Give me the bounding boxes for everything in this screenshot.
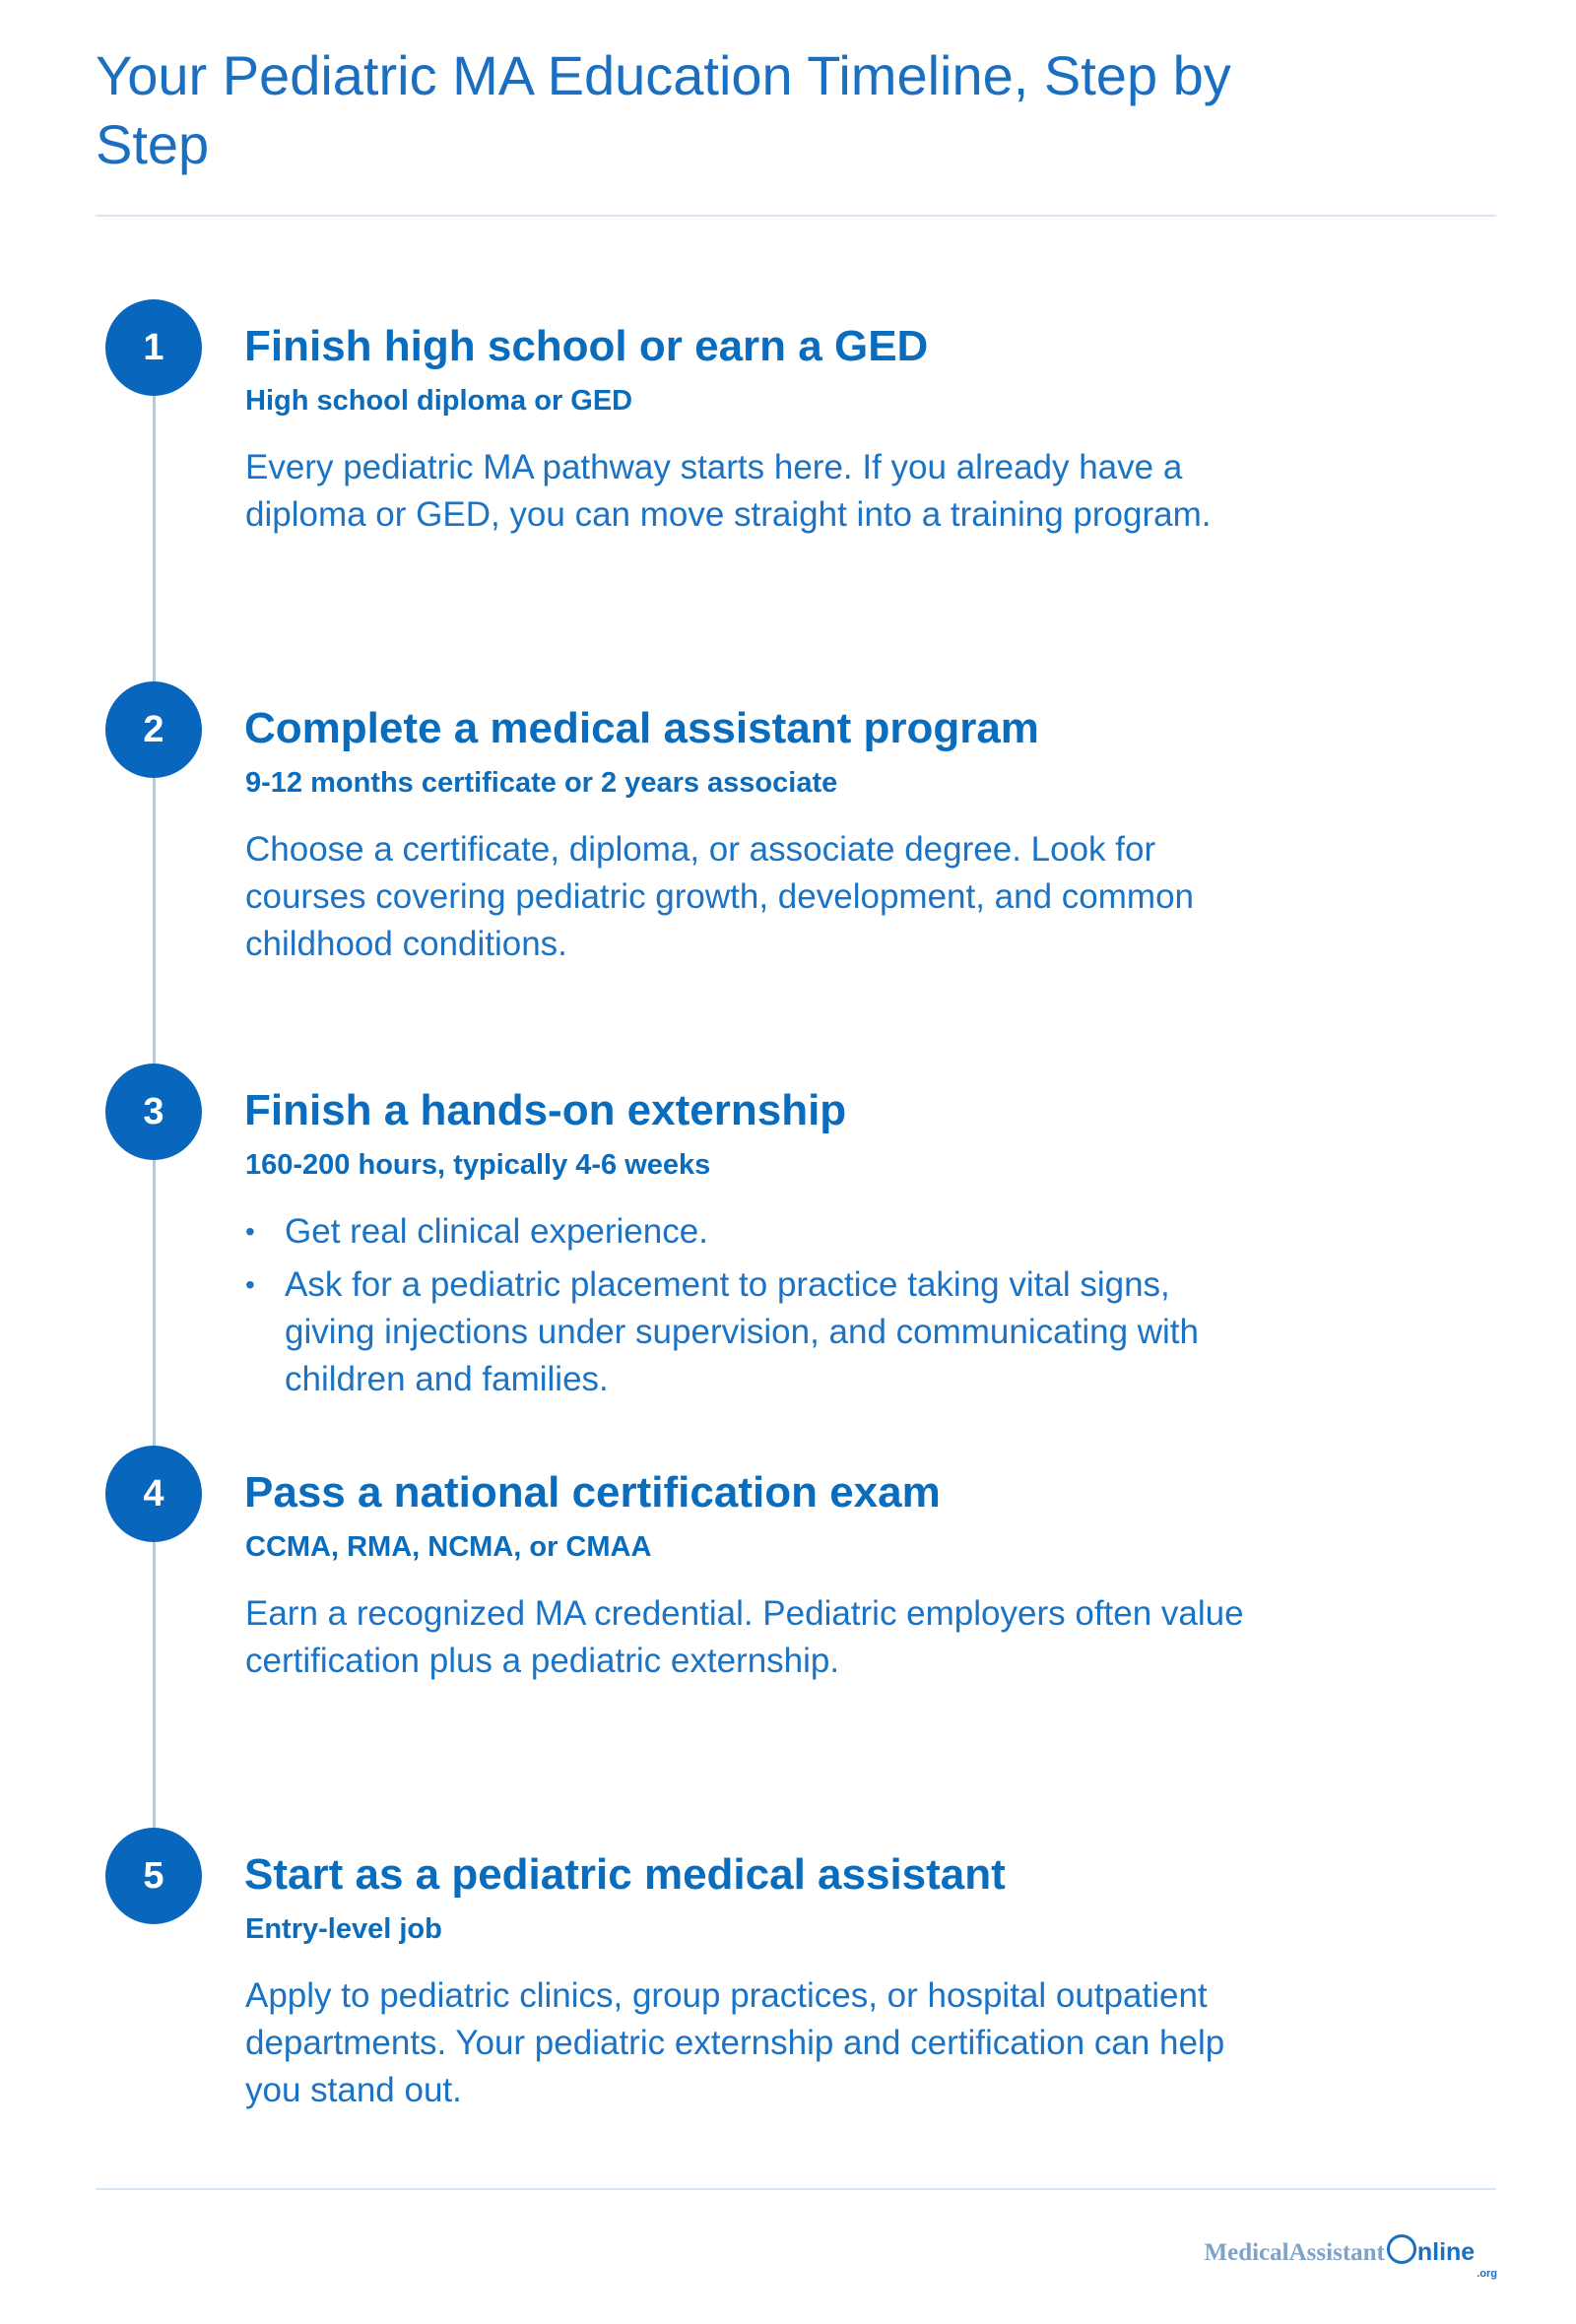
step-title: Finish high school or earn a GED [244,322,929,370]
step-subtitle: CCMA, RMA, NCMA, or CMAA [245,1531,652,1563]
step-title: Start as a pediatric medical assistant [244,1850,1006,1899]
step-number-badge: 1 [105,299,202,396]
step-title: Complete a medical assistant program [244,704,1039,752]
step-number-badge: 5 [105,1828,202,1924]
step-description: Every pediatric MA pathway starts here. If you already have a diploma or GED, you can move straight into a training program. [245,448,1212,534]
step-description: Choose a certificate, diploma, or associate degree. Look for courses covering pediatric growth, development, and common childhood conditions. [245,830,1194,963]
step-title: Finish a hands-on externship [244,1086,847,1134]
logo-tld: .org [1477,2268,1497,2280]
bottom-divider [96,2188,1496,2190]
bullet-item: • Ask for a pediatric placement to practice taking vital signs, giving injections under supervision, and communicating with children and families. [245,1261,1260,1403]
step-bullet-list [245,1208,1260,1409]
step-title: Pass a national certification exam [244,1468,941,1517]
step-description: Apply to pediatric clinics, group practices, or hospital outpatient departments. Your pediatric externship and certification can help you stand out. [245,1976,1225,2109]
page-title: Your Pediatric MA Education Timeline, Step by Step [96,44,1231,175]
step-subtitle: Entry-level job [245,1913,442,1945]
step-number-badge: 2 [105,681,202,778]
step-subtitle: 9-12 months certificate or 2 years associate [245,767,838,799]
logo-text-right: nline [1416,2238,1476,2266]
site-logo[interactable] [1205,2230,1497,2280]
step-number-badge: 4 [105,1446,202,1542]
step-subtitle: High school diploma or GED [245,385,633,417]
top-divider [96,215,1496,217]
step-number-badge: 3 [105,1064,202,1160]
logo-text-left: MedicalAssistant [1204,2239,1385,2266]
bullet-item: • Get real clinical experience. [245,1208,1260,1256]
step-subtitle: 160-200 hours, typically 4-6 weeks [245,1149,711,1181]
step-description: Earn a recognized MA credential. Pediatric employers often value certification plus a pediatric externship. [245,1594,1244,1680]
stethoscope-icon [1387,2234,1416,2264]
